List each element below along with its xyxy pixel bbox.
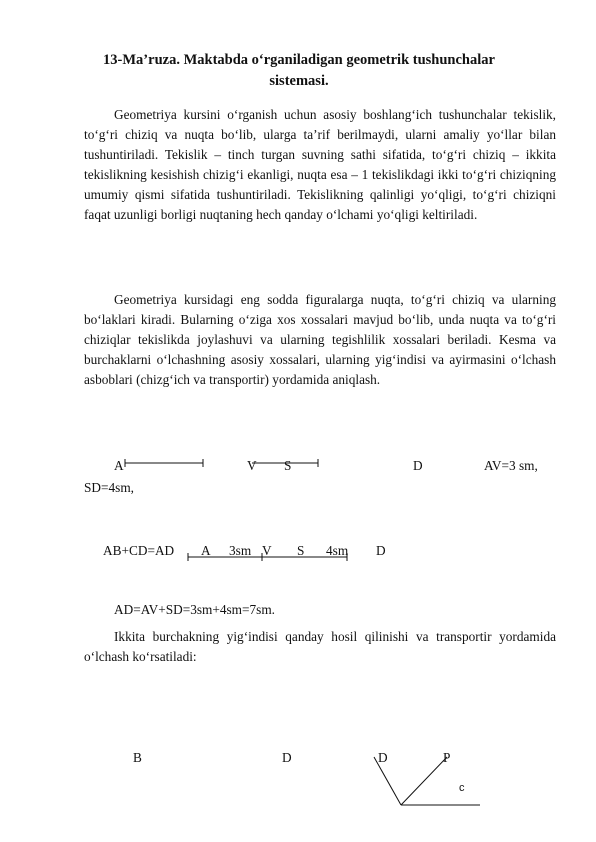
sum-label-s: S [297, 543, 305, 558]
title-line-2: sistemasi. [269, 73, 329, 89]
sum-part-2: 4sm [326, 543, 349, 558]
result-equation: AD=AV+SD=3sm+4sm=7sm. [114, 602, 276, 617]
angle-label-d2: D [378, 750, 388, 765]
given-av: AV=3 sm, [484, 458, 538, 473]
paragraph-basic-concepts: Geometriya kursini o‘rganish uchun asosiy boshlang‘ich tushunchalar tekislik, to‘g‘ri chiziq va nuqta bo‘lib, ularga ta’rif berilmaydi, ularni amaliy yo‘llar bilan tushuntiriladi. Tekislik – tinch turgan suvning sathi sifatida, to‘g‘ri chiziq – ikkita tekislikning kesishish chizig‘i ekanligi, nuqta esa – 1 tekislikdagi ikki to‘g‘ri chiziqning umumiy qismi sifatida tushuntiriladi. Tekislikning qalinligi yo‘qligi, to‘g‘ri chiziqni faqat uzunligi borligi nuqtaning hech qanday o‘lchami yo‘qligi keltiriladi. [84, 107, 556, 223]
angle-ray-d [374, 757, 401, 805]
segment-label-d: D [413, 458, 423, 473]
angle-label-d1: D [282, 750, 292, 765]
title-line-1: 13-Ma’ruza. Maktabda o‘rganiladigan geometrik tushunchalar [103, 52, 495, 68]
sum-label-v: V [262, 543, 272, 558]
segment-label-a: A [114, 458, 124, 473]
sum-part-1: 3sm [229, 543, 252, 558]
angle-label-b: B [133, 750, 142, 765]
paragraph-simple-figures: Geometriya kursidagi eng sodda figuralarga nuqta, to‘g‘ri chiziq va ularning bo‘laklari kiradi. Bularning o‘ziga xos xossalari mavjud bo‘lib, unda nuqta va to‘g‘ri chiziqlar tekislikda joylashuvi va ularning tegishlilik xossalari beriladi. Kesma va burchaklarni o‘lchashning asosiy xossalari, ularning yig‘indisi va ayirmasini o‘lchash asboblari (chizg‘ich va transportir) yordamida aniqlash. [84, 292, 556, 388]
angle-ray-p [401, 757, 447, 805]
segment-label-s: S [284, 458, 292, 473]
sum-label-a: A [201, 543, 211, 558]
paragraph-angle-sum: Ikkita burchakning yig‘indisi qanday hosil qilinishi va transportir yordamida o‘lchash ko‘rsatiladi: [84, 629, 556, 665]
angle-label-c: c [459, 782, 465, 794]
sum-equation: AB+CD=AD [103, 543, 175, 558]
angle-label-p: P [443, 750, 451, 765]
segment-label-v: V [247, 458, 257, 473]
sum-label-d: D [376, 543, 386, 558]
given-sd: SD=4sm, [84, 480, 134, 495]
